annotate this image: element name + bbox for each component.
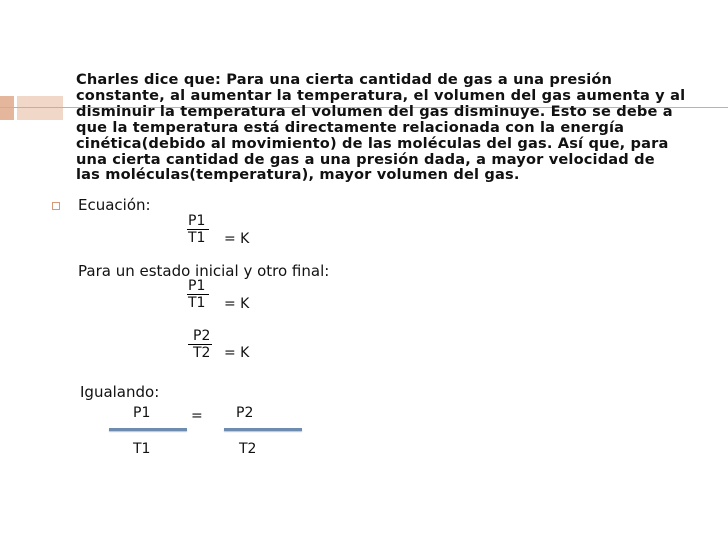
igualando-left-denominator: T1 <box>133 441 151 457</box>
ecuacion-label: Ecuación: <box>78 196 151 214</box>
igualando-right-numerator: P2 <box>236 405 254 421</box>
bullet-icon <box>52 202 60 210</box>
fraction-line <box>109 428 187 431</box>
intro-line: las moléculas(temperatura), mayor volumen del gas. <box>76 166 520 184</box>
intro-line: Charles dice que: Para una cierta cantidad de gas a una presión <box>76 71 613 88</box>
estado2-denominator: T2 <box>193 345 211 361</box>
intro-paragraph <box>76 72 716 183</box>
estado1-numerator: P1 <box>188 278 206 294</box>
intro-line: que la temperatura está directamente relacionada con la energía <box>76 118 625 136</box>
estados-label: Para un estado inicial y otro final: <box>78 262 330 280</box>
estado1-equals: = K <box>224 296 250 312</box>
intro-line: constante, al aumentar la temperatura, el volumen del gas aumenta y al <box>76 86 686 104</box>
igualando-left-numerator: P1 <box>133 405 151 421</box>
estado2-equals: = K <box>224 345 250 361</box>
estado1-denominator: T1 <box>188 295 206 311</box>
intro-line: cinética(debido al movimiento) de las moléculas del gas. Así que, para <box>76 134 669 152</box>
intro-line: disminuir la temperatura el volumen del gas disminuye. Esto se debe a <box>76 102 673 120</box>
igualando-equals: = <box>191 408 203 424</box>
ecuacion-numerator: P1 <box>188 213 206 229</box>
estado2-numerator: P2 <box>193 328 211 344</box>
igualando-right-denominator: T2 <box>239 441 257 457</box>
fraction-line <box>224 428 302 431</box>
ecuacion-equals: = K <box>224 231 250 247</box>
intro-line: una cierta cantidad de gas a una presión dada, a mayor velocidad de <box>76 150 655 168</box>
ecuacion-denominator: T1 <box>188 230 206 246</box>
igualando-label: Igualando: <box>80 383 160 401</box>
decorative-accent-block <box>0 96 14 120</box>
decorative-accent-block <box>17 96 63 120</box>
